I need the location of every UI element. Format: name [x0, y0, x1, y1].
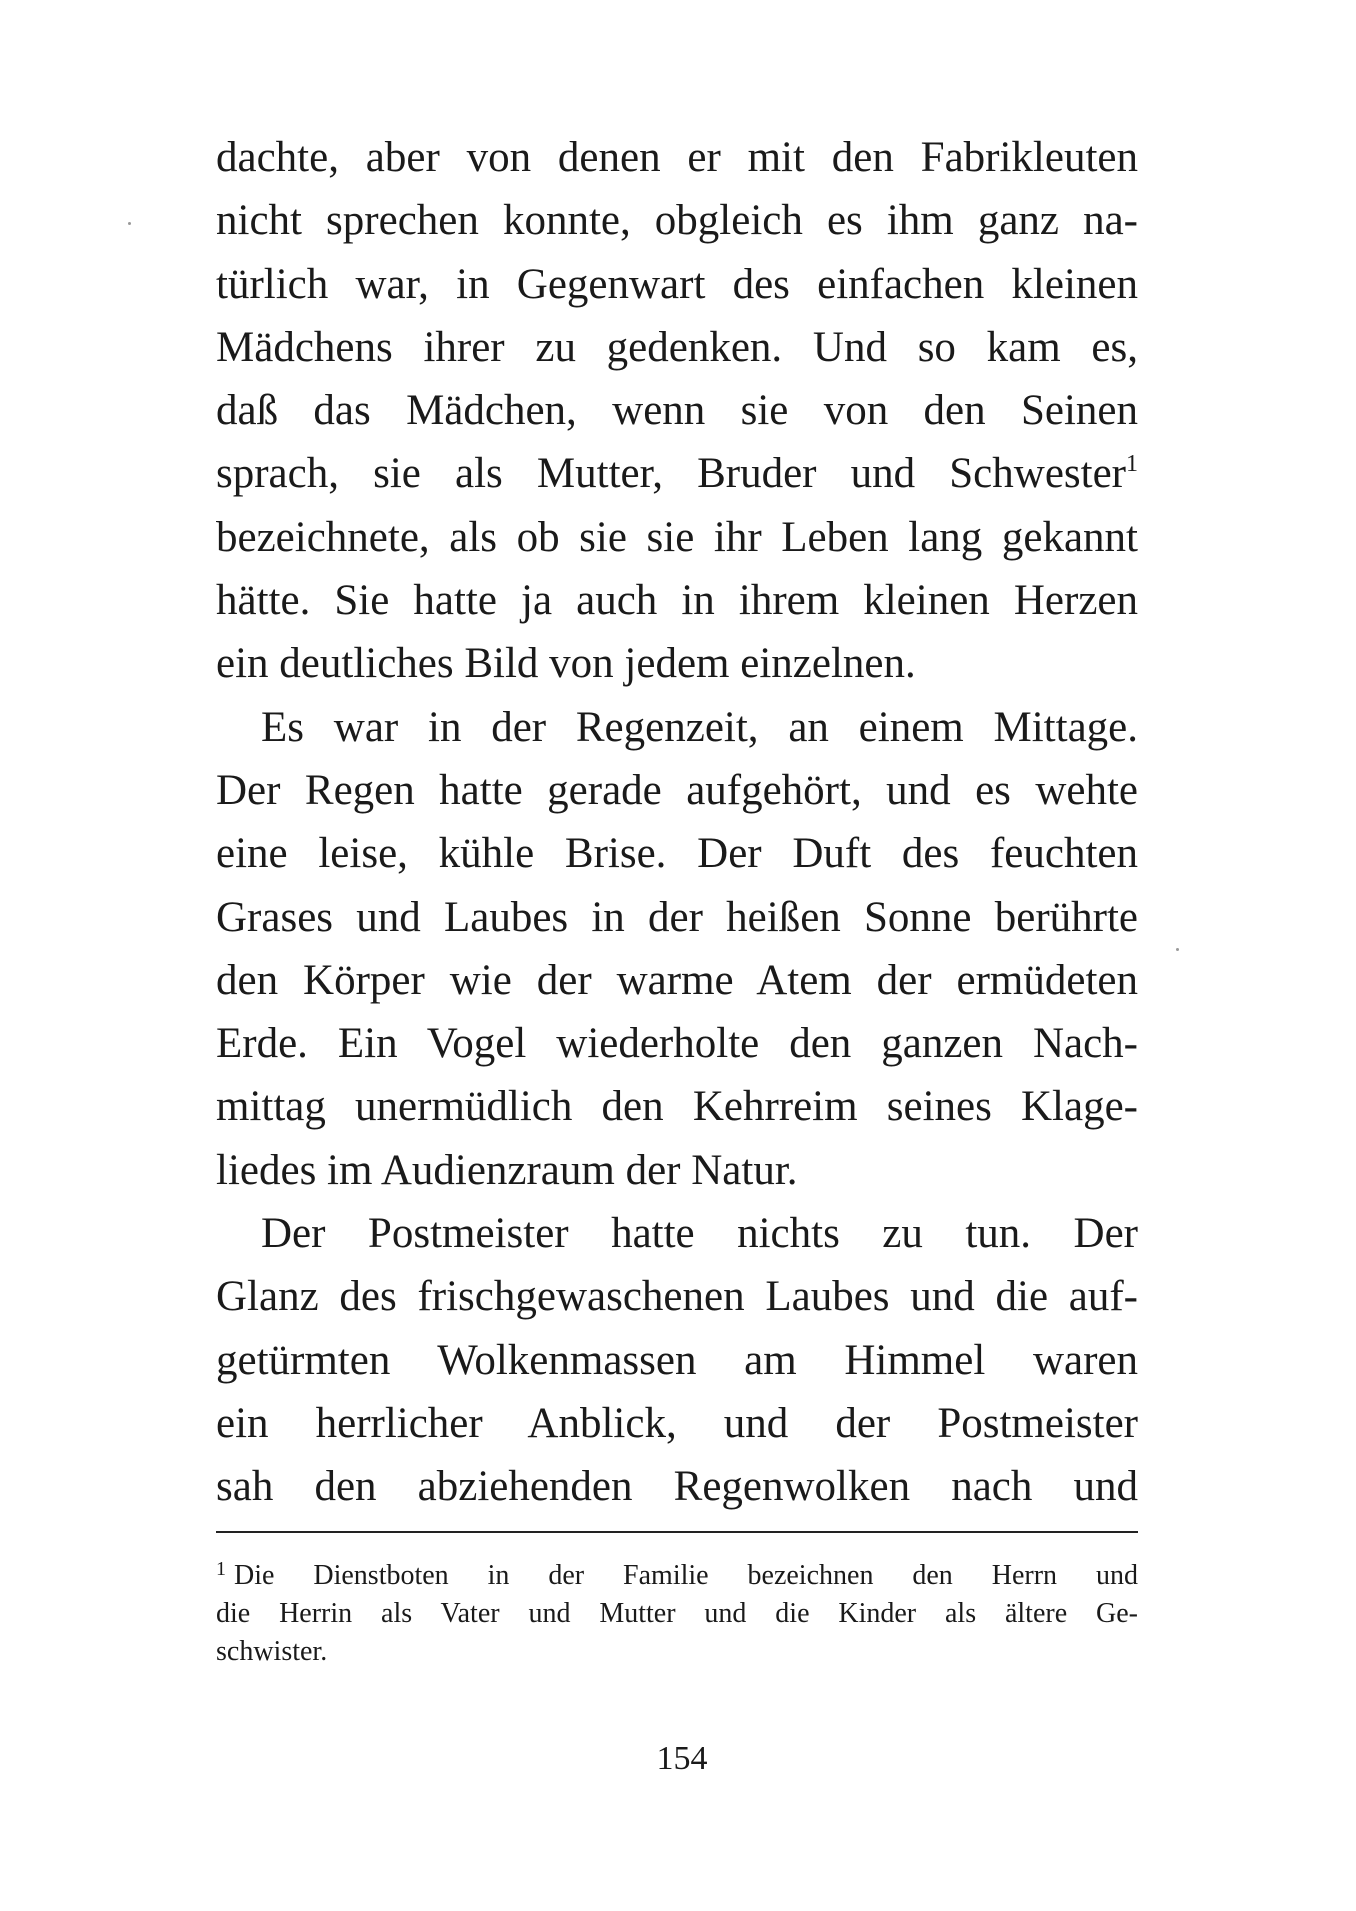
- text-line: daß das Mädchen, wenn sie von den Seinen: [216, 387, 1138, 435]
- footnote: [216, 1557, 1138, 1671]
- scan-speck: [1176, 948, 1179, 951]
- page-number: 154: [656, 1740, 708, 1777]
- footnote-line: schwister.: [216, 1636, 328, 1667]
- scan-speck: [128, 222, 131, 225]
- text-line-content: sprach, sie als Mutter, Bruder und Schwester: [216, 450, 1126, 498]
- text-line: Grases und Laubes in der heißen Sonne berührte: [216, 893, 1138, 941]
- text-line: Erde. Ein Vogel wiederholte den ganzen Nach-: [216, 1020, 1138, 1068]
- text-line: Es war in der Regenzeit, an einem Mittage.: [261, 703, 1138, 751]
- body-text: [216, 126, 1138, 1519]
- text-line: ein herrlicher Anblick, und der Postmeister: [216, 1399, 1138, 1447]
- paragraph-3: [216, 1202, 1138, 1518]
- text-line: hätte. Sie hatte ja auch in ihrem kleinen Herzen: [216, 577, 1138, 625]
- paragraph-1: [216, 126, 1138, 696]
- text-line: mittag unermüdlich den Kehrreim seines Klage-: [216, 1083, 1138, 1131]
- footnote-marker: 1: [216, 1558, 226, 1580]
- text-line: Glanz des frischgewaschenen Laubes und die auf-: [216, 1273, 1138, 1321]
- text-line: bezeichnete, als ob sie sie ihr Leben lang gekannt: [216, 513, 1138, 561]
- text-line: getürmten Wolkenmassen am Himmel waren: [216, 1336, 1138, 1384]
- text-line: Der Regen hatte gerade aufgehört, und es wehte: [216, 766, 1138, 814]
- paragraph-2: [216, 696, 1138, 1202]
- footnote-divider: [216, 1531, 1138, 1533]
- text-line: Der Postmeister hatte nichts zu tun. Der: [261, 1210, 1138, 1258]
- text-line: den Körper wie der warme Atem der ermüdeten: [216, 956, 1138, 1004]
- text-line: sah den abziehenden Regenwolken nach und: [216, 1463, 1138, 1511]
- footnote-line-content: Die Dienstboten in der Familie bezeichnen den Herrn und: [234, 1560, 1138, 1591]
- text-line: liedes im Audienzraum der Natur.: [216, 1146, 798, 1194]
- text-line: nicht sprechen konnte, obgleich es ihm ganz na-: [216, 197, 1138, 245]
- text-line: ein deutliches Bild von jedem einzelnen.: [216, 640, 916, 688]
- text-line: eine leise, kühle Brise. Der Duft des feuchten: [216, 830, 1138, 878]
- footnote-line: die Herrin als Vater und Mutter und die Kinder als ältere Ge-: [216, 1598, 1138, 1629]
- text-line: dachte, aber von denen er mit den Fabrikleuten: [216, 134, 1138, 181]
- footnote-line: [216, 1557, 1138, 1595]
- footnote-reference: 1: [1126, 451, 1138, 478]
- text-line: türlich war, in Gegenwart des einfachen kleinen: [216, 260, 1138, 308]
- text-line: Mädchens ihrer zu gedenken. Und so kam es,: [216, 323, 1138, 371]
- text-line-with-footnote-ref: [216, 442, 1138, 505]
